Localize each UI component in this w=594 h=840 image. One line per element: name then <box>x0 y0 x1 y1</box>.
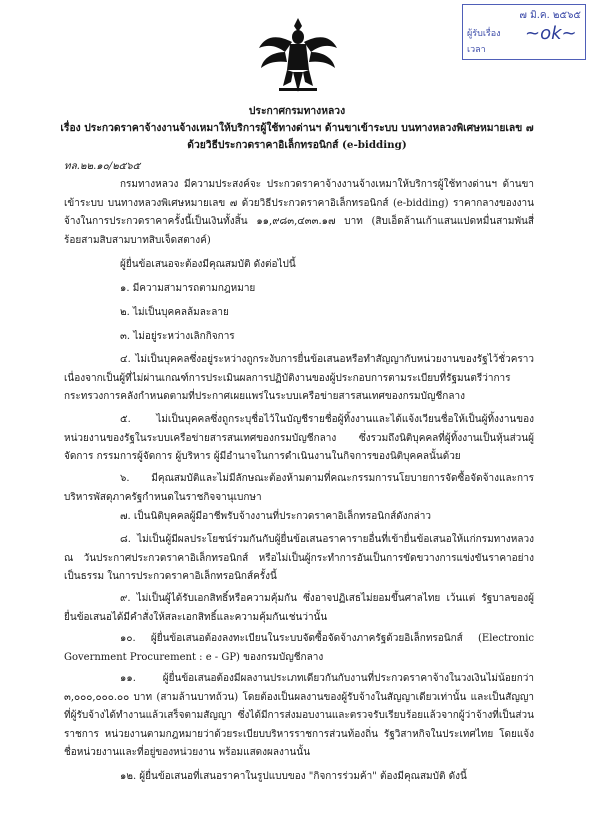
received-stamp <box>462 4 586 60</box>
garuda-emblem-icon <box>255 12 341 98</box>
stamp-date: ๗ มิ.ค. ๒๕๖๕ <box>519 10 581 21</box>
qualification-item: ๑๒. ผู้ยื่นข้อเสนอที่เสนอราคาในรูปแบบของ "กิจการร่วมค้า" ต้องมีคุณสมบัติ ดังนี้ <box>120 771 467 782</box>
qualification-item: ๗. เป็นนิติบุคคลผู้มีอาชีพรับจ้างงานที่ประกวดราคาอิเล็กทรอนิกส์ดังกล่าว <box>120 511 432 522</box>
qualification-item: ๓. ไม่อยู่ระหว่างเลิกกิจการ <box>120 331 235 342</box>
stamp-signature: ~ok~ <box>525 23 577 44</box>
stamp-receiver-line: ผู้รับเรื่อง <box>467 29 501 39</box>
qualification-item: ๖. มีคุณสมบัติและไม่มีลักษณะต้องห้ามตามที่คณะกรรมการนโยบายการจัดซื้อจัดจ้างและการบริหารพัสดุภาครัฐกำหนดในราชกิจจานุเบกษา <box>64 473 534 503</box>
qualification-item: ๑. มีความสามารถตามกฎหมาย <box>120 283 256 294</box>
qualification-item: ๕. ไม่เป็นบุคคลซึ่งถูกระบุชื่อไว้ในบัญชีรายชื่อผู้ทิ้งงานและได้แจ้งเวียนชื่อให้เป็นผู้ทิ้งงานของหน่วยงานของรัฐในระบบเครือข่ายสารสนเทศของกรมบัญชีกลาง ซึ่งรวมถึงนิติบุคคลที่ผู้ทิ้งงานเป็นหุ้นส่วนผู้จัดการ กรรมการผู้จัดการ ผู้บริหาร ผู้มีอำนาจในการดำเนินงานในกิจการของนิติบุคคลนั้นด้วย <box>64 414 534 462</box>
qualification-item: ๔. ไม่เป็นบุคคลซึ่งอยู่ระหว่างถูกระงับการยื่นข้อเสนอหรือทำสัญญากับหน่วยงานของรัฐไว้ชั่วคราว เนื่องจากเป็นผู้ที่ไม่ผ่านเกณฑ์การประเมินผลการปฏิบัติงานของผู้ประกอบการตามระเบียบที่รัฐมนตรีว่าการกระทรวงการคลังกำหนดตามที่ประกาศเผยแพร่ในระบบเครือข่ายสารสนเทศของกรมบัญชีกลาง <box>64 354 534 402</box>
subject-line-1: เรื่อง ประกวดราคาจ้างงานจ้างเหมาให้บริการผู้ใช้ทางด่านฯ ด้านขาเข้าระบบ บนทางหลวงพิเศษหมายเลข ๗ <box>60 122 534 134</box>
qualification-item: ๙. ไม่เป็นผู้ได้รับเอกสิทธิ์หรือความคุ้มกัน ซึ่งอาจปฏิเสธไม่ยอมขึ้นศาลไทย เว้นแต่ รัฐบาลของผู้ยื่นข้อเสนอได้มีคำสั่งให้สละเอกสิทธิ์และความคุ้มกันเช่นว่านั้น <box>64 593 534 623</box>
qualification-item: ๑๐. ผู้ยื่นข้อเสนอต้องลงทะเบียนในระบบจัดซื้อจัดจ้างภาครัฐด้วยอิเล็กทรอนิกส์ (Electronic Government Procurement : e - GP) ของกรมบัญชีกลาง <box>64 633 534 663</box>
page-title: ประกาศกรมทางหลวง <box>248 105 346 117</box>
qualifications-heading: ผู้ยื่นข้อเสนอจะต้องมีคุณสมบัติ ดังต่อไปนี้ <box>120 259 296 270</box>
qualification-item: ๒. ไม่เป็นบุคคลล้มละลาย <box>120 307 229 318</box>
stamp-time-line: เวลา <box>467 45 486 55</box>
qualification-item: ๑๑. ผู้ยื่นข้อเสนอต้องมีผลงานประเภทเดียวกันกับงานที่ประกวดราคาจ้างในวงเงินไม่น้อยกว่า ๓,๐๐๐,๐๐๐.๐๐ บาท (สามล้านบาทถ้วน) โดยต้องเป็นผลงานของผู้รับจ้างในสัญญาเดียวเท่านั้น และเป็นสัญญาที่ผู้รับจ้างได้ทำงานแล้วเสร็จตามสัญญา ซึ่งได้มีการส่งมอบงานและตรวจรับเรียบร้อยแล้วจากผู้ว่าจ้างที่เป็นส่วนราชการ หน่วยงานตามกฎหมายว่าด้วยระเบียบบริหารราชการส่วนท้องถิ่น รัฐวิสาหกิจในประเทศไทย โดยแจ้งชื่อหน่วยงานและที่อยู่ของหน่วยงาน พร้อมแสดงผลงานนั้น <box>64 673 534 758</box>
intro-paragraph: กรมทางหลวง มีความประสงค์จะ ประกวดราคาจ้างงานจ้างเหมาให้บริการผู้ใช้ทางด่านฯ ด้านขาเข้าระบบ บนทางหลวงพิเศษหมายเลข ๗ ด้วยวิธีประกวดราคาอิเล็กทรอนิกส์ (e-bidding) ราคากลางของงานจ้างในการประกวดราคาครั้งนี้เป็นเงินทั้งสิ้น ๑๑,๙๘๓,๔๓๓.๑๗ บาท (สิบเอ็ดล้านเก้าแสนแปดหมื่นสามพันสี่ร้อยสามสิบสามบาทสิบเจ็ดสตางค์) <box>64 179 534 246</box>
subject-line-2: ด้วยวิธีประกวดราคาอิเล็กทรอนิกส์ (e-bidding) <box>187 139 407 151</box>
document-number: ทล.๒๒.๑๐/๒๕๖๕ <box>64 161 141 172</box>
qualification-item: ๘. ไม่เป็นผู้มีผลประโยชน์ร่วมกันกับผู้ยื่นข้อเสนอราคารายอื่นที่เข้ายื่นข้อเสนอให้แก่กรมทางหลวง ณ วันประกาศประกวดราคาอิเล็กทรอนิกส์ หรือไม่เป็นผู้กระทำการอันเป็นการขัดขวางการแข่งขันราคาอย่างเป็นธรรม ในการประกวดราคาอิเล็กทรอนิกส์ครั้งนี้ <box>64 534 534 582</box>
